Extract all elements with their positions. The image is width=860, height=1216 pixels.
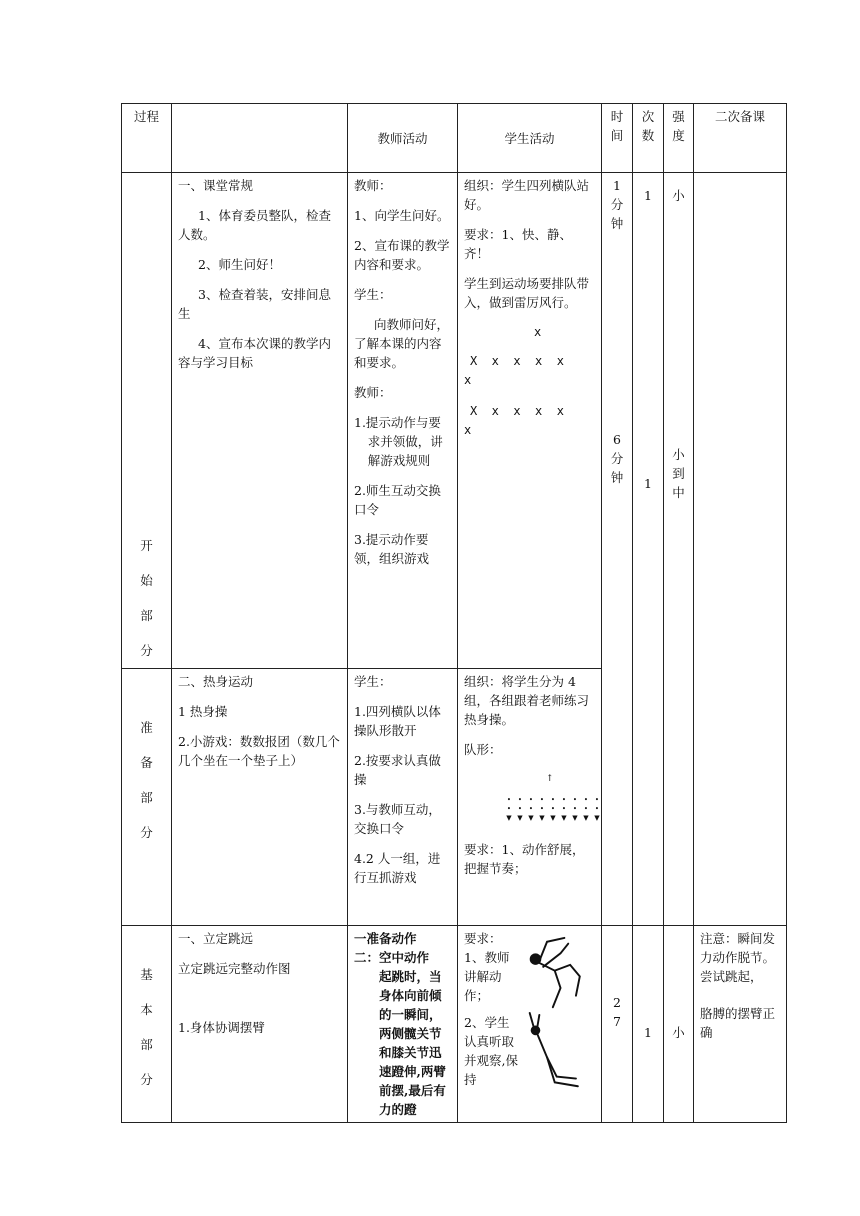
- student-arrow-icon: •: [506, 796, 512, 804]
- student-arrow-icon: ▼: [506, 814, 512, 822]
- student-arrow-icon: ▼: [572, 814, 578, 822]
- requirement-text: 要求：1、快、静、齐！: [464, 227, 572, 261]
- prep-content-item: 2.小游戏：数数报团（数几个几个坐在一个垫子上）: [178, 734, 340, 768]
- start-notes: [694, 173, 787, 926]
- teacher-item: 一准备动作: [354, 931, 417, 946]
- student-arrow-icon: •: [594, 805, 600, 813]
- basic-content-title: 一、立定跳远: [178, 931, 254, 946]
- start-count: 1 1: [633, 173, 664, 926]
- requirement-text: 要求：1、动作舒展，把握节奏；: [464, 842, 585, 876]
- prep-student-activity: [458, 669, 602, 926]
- basic-content: [172, 926, 348, 1123]
- start-time: 1 分 钟 6 分 钟: [602, 173, 633, 926]
- requirement-item: 1、教师讲解动作；: [464, 950, 510, 1003]
- header-count: 次 数: [633, 104, 664, 173]
- basic-content-item: 1.身体协调摆臂: [178, 1020, 265, 1035]
- requirement-item: 2、学生认真听取并观察,保持: [464, 1015, 518, 1087]
- student-item: 向教师问好，了解本课的内容和要求。: [354, 317, 450, 370]
- student-arrow-icon: ▼: [583, 814, 589, 822]
- student-item: 1.四列横队以体操队形散开: [354, 704, 441, 738]
- formation-diagram: x X x x x x x X x x x x x: [464, 325, 564, 437]
- student-item: 4.2 人一组，进行互抓游戏: [354, 851, 441, 885]
- start-content-item: 1、体育委员整队，检查人数。: [178, 208, 331, 242]
- basic-section-row: [122, 926, 787, 1123]
- basic-count: 1: [633, 926, 664, 1123]
- student-arrow-icon: •: [583, 805, 589, 813]
- basic-notes: [694, 926, 787, 1123]
- start-section-row: [122, 173, 787, 669]
- student-label: 学生：: [354, 287, 392, 302]
- student-arrow-icon: •: [528, 796, 534, 804]
- student-arrow-icon: •: [528, 805, 534, 813]
- header-intensity: 强 度: [664, 104, 694, 173]
- prep-content: [172, 669, 348, 926]
- basic-student-activity: [458, 926, 602, 1123]
- student-arrow-icon: ▼: [594, 814, 600, 822]
- student-item: 3.与教师互动，交换口令: [354, 802, 441, 836]
- organization-text: 组织：将学生分为 4 组，各组跟着老师练习热身操。: [464, 674, 590, 727]
- lead-in-text: 学生到运动场要排队带入，做到雷厉风行。: [464, 276, 590, 310]
- header-process: 过程: [122, 104, 172, 173]
- teacher-item: 2、宣布课的教学内容和要求。: [354, 238, 450, 272]
- lesson-plan-table: [121, 103, 787, 1123]
- student-arrow-icon: •: [539, 805, 545, 813]
- student-arrow-icon: •: [572, 805, 578, 813]
- teacher-item: 1、向学生问好。: [354, 208, 450, 223]
- basic-time: 2 7: [602, 926, 633, 1123]
- student-item: 2.按要求认真做操: [354, 753, 441, 787]
- basic-teacher-activity: [348, 926, 458, 1123]
- student-arrow-icon: •: [561, 796, 567, 804]
- header-time: 时 间: [602, 104, 633, 173]
- student-label: 学生：: [354, 674, 392, 689]
- header-notes: 二次备课: [694, 104, 787, 173]
- note-item: 胳膊的摆臂正确: [700, 1006, 776, 1040]
- teacher-item: 2.师生互动交换口令: [354, 483, 441, 517]
- student-arrow-icon: •: [517, 805, 523, 813]
- note-item: 注意：瞬间发力动作脱节。尝试跳起，: [700, 931, 776, 984]
- teacher-label: 教师：: [354, 385, 392, 400]
- start-intensity: 小 小 到 中: [664, 173, 694, 926]
- formation-label: 队形：: [464, 742, 502, 757]
- student-arrow-icon: ▼: [528, 814, 534, 822]
- long-jump-illustration: [522, 929, 595, 1099]
- student-arrow-icon: •: [550, 805, 556, 813]
- basic-section-label: 基 本 部 分: [122, 926, 172, 1123]
- prep-teacher-activity: [348, 669, 458, 926]
- prep-content-title: 二、热身运动: [178, 674, 254, 689]
- teacher-item: 起跳时，当身体向前倾的一瞬间，两侧髋关节和膝关节迅速蹬伸,两臂前摆,最后有力的蹬: [379, 969, 446, 1117]
- teacher-arrow-icon: ↑: [546, 774, 554, 784]
- start-content-title: 一、课堂常规: [178, 178, 254, 193]
- teacher-label: 教师：: [354, 178, 392, 193]
- student-arrow-icon: •: [583, 796, 589, 804]
- student-arrow-icon: •: [594, 796, 600, 804]
- start-content-item: 4、宣布本次课的教学内容与学习目标: [178, 336, 331, 370]
- student-arrow-icon: ▼: [561, 814, 567, 822]
- prep-section-label: 准 备 部 分: [122, 669, 172, 926]
- header-student-activity: 学生活动: [458, 104, 602, 173]
- start-teacher-activity: [348, 173, 458, 669]
- organization-text: 组织：学生四列横队站好。: [464, 178, 590, 212]
- start-content-item: 3、检查着装，安排间息生: [178, 287, 331, 321]
- warmup-formation-diagram: [464, 770, 600, 840]
- student-arrow-icon: ▼: [539, 814, 545, 822]
- header-row: [122, 104, 787, 173]
- student-arrow-icon: •: [550, 796, 556, 804]
- student-arrow-icon: ▼: [517, 814, 523, 822]
- header-content: [172, 104, 348, 173]
- basic-content-item: 立定跳远完整动作图: [178, 961, 291, 976]
- teacher-item: 3.提示动作要领，组织游戏: [354, 532, 430, 566]
- header-teacher-activity: 教师活动: [348, 104, 458, 173]
- student-arrow-icon: •: [572, 796, 578, 804]
- teacher-item: 二：空中动作: [354, 950, 430, 965]
- teacher-item: 1.提示动作与要求并领做，讲解游戏规则: [354, 415, 443, 468]
- student-arrow-icon: ▼: [550, 814, 556, 822]
- start-content: [172, 173, 348, 669]
- start-section-label: 开 始 部 分: [122, 173, 172, 669]
- basic-intensity: 小: [664, 926, 694, 1123]
- student-arrow-icon: •: [539, 796, 545, 804]
- requirement-label: 要求：: [464, 931, 502, 946]
- student-arrow-icon: •: [517, 796, 523, 804]
- start-student-activity: [458, 173, 602, 669]
- start-content-item: 2、师生问好！: [198, 257, 281, 272]
- student-arrow-icon: •: [561, 805, 567, 813]
- student-arrow-icon: •: [506, 805, 512, 813]
- prep-content-item: 1 热身操: [178, 704, 228, 719]
